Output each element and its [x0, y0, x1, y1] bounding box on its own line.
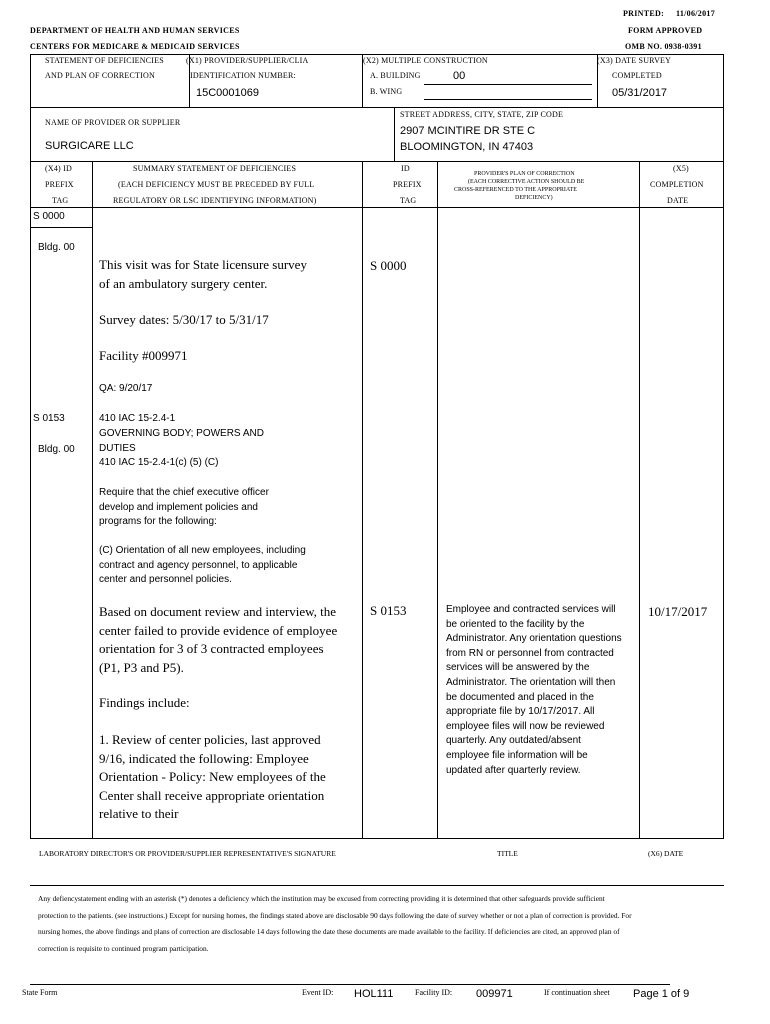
page-number: Page 1 of 9 — [633, 988, 690, 1000]
printed-date: 11/06/2017 — [676, 9, 716, 18]
omb-number: OMB NO. 0938-0391 — [625, 42, 702, 51]
plan-of-correction-label: AND PLAN OF CORRECTION — [45, 71, 155, 80]
summary-subheader-2: REGULATORY OR LSC IDENTIFYING INFORMATION) — [113, 196, 317, 205]
summary-header: SUMMARY STATEMENT OF DEFICIENCIES — [133, 164, 297, 173]
facility-number: Facility #009971 — [99, 348, 188, 363]
centers-name: CENTERS FOR MEDICARE & MEDICAID SERVICES — [30, 42, 240, 51]
building-value: 00 — [453, 70, 466, 82]
qa-date: QA: 9/20/17 — [99, 383, 153, 394]
intro-text: This visit was for State licensure survey of an ambulatory surgery center. — [99, 257, 307, 291]
completion-label: COMPLETION — [650, 180, 704, 189]
title-label: TITLE — [497, 849, 518, 858]
address-line-1: 2907 MCINTIRE DR STE C — [400, 125, 536, 137]
provider-name: SURGICARE LLC — [45, 140, 134, 152]
x5-label: (X5) — [673, 164, 689, 173]
plan-subheader-2: CROSS-REFERENCED TO THE APPROPRIATE — [454, 187, 577, 193]
event-id: HOL111 — [354, 988, 394, 1000]
survey-dates: Survey dates: 5/30/17 to 5/31/17 — [99, 312, 269, 327]
requirement-text: Require that the chief executive officer develop and implement policies and programs for the following: — [99, 487, 269, 527]
finding-summary: Based on document review and interview, the center failed to provide evidence of employee orientation for 3 of 3 contracted employees (P1, P3 and P5). — [99, 604, 338, 675]
signature-label: LABORATORY DIRECTOR'S OR PROVIDER/SUPPLIER REPRESENTATIVE'S SIGNATURE — [39, 849, 336, 858]
id-tag-s0153: S 0153 — [370, 603, 407, 618]
identification-number-label: IDENTIFICATION NUMBER: — [190, 71, 296, 80]
id-tag-label: TAG — [400, 196, 417, 205]
x4-tag-label: TAG — [52, 196, 69, 205]
regulation-subsection: 410 IAC 15-2.4-1(c) (5) (C) — [99, 457, 219, 468]
x4-label: (X4) ID — [45, 164, 72, 173]
clia-number: 15C0001069 — [196, 87, 260, 99]
completion-date: 10/17/2017 — [648, 604, 708, 619]
plan-header: PROVIDER'S PLAN OF CORRECTION — [474, 171, 575, 177]
department-name: DEPARTMENT OF HEALTH AND HUMAN SERVICES — [30, 26, 240, 35]
x6-date-label: (X6) DATE — [648, 849, 684, 858]
summary-subheader: (EACH DEFICIENCY MUST BE PRECEDED BY FULL — [118, 180, 315, 189]
orientation-text: (C) Orientation of all new employees, including contract and agency personnel, to applicable center and personnel policies. — [99, 545, 306, 585]
wing-label: B. WING — [370, 87, 403, 96]
id-prefix-label: PREFIX — [393, 180, 422, 189]
policy-review-text: 1. Review of center policies, last approved 9/16, indicated the following: Employee Orientation - Policy: New employees of the Center shall receive appropriate orientation relative to their — [99, 732, 326, 821]
regulation-code: 410 IAC 15-2.4-1 — [99, 413, 176, 424]
event-id-label: Event ID: — [302, 988, 334, 997]
statement-label: STATEMENT OF DEFICIENCIES — [45, 56, 164, 65]
state-form-label: State Form — [22, 988, 58, 997]
continuation-label: If continuation sheet — [544, 988, 610, 997]
plan-subheader-3: DEFICIENCY) — [515, 195, 553, 201]
completed-label: COMPLETED — [612, 71, 662, 80]
plan-of-correction: Employee and contracted services will be oriented to the facility by the Administrator. Any orientation questions from RN or personnel from contracted services will be answered by the Administrator. The orientation will then be documented and placed in the appropriate file by 10/17/2017. All employee files will now be reviewed quarterly. Any outdated/absent employee file information will be updated after quarterly review. — [446, 604, 622, 776]
plan-subheader-1: (EACH CORRECTIVE ACTION SHOULD BE — [468, 179, 585, 185]
regulation-title: GOVERNING BODY; POWERS AND DUTIES — [99, 428, 264, 454]
x1-label: (X1) PROVIDER/SUPPLIER/CLIA — [186, 56, 309, 65]
bldg-label: Bldg. 00 — [38, 242, 75, 253]
address-line-2: BLOOMINGTON, IN 47403 — [400, 141, 534, 153]
printed-label: PRINTED: — [623, 9, 665, 18]
survey-date: 05/31/2017 — [612, 87, 668, 99]
facility-id: 009971 — [476, 988, 513, 1000]
x3-label: (X3) DATE SURVEY — [597, 56, 672, 65]
x2-label: (X2) MULTIPLE CONSTRUCTION — [363, 56, 488, 65]
disclosure-footnote: Any defiencystatement ending with an asterisk (*) denotes a deficiency which the institution may be excused from correcting providing it is determined that other safeguards provide sufficient protection to the patients. (see instructions.) Except for nursing homes, the findings stated above are disclosable 90 days following the date of survey whether or not a plan of correction is provided. For nursing homes, the above findings and plans of correction are disclosable 14 days following the date these documents are made available to the facility. If deficiencies are cited, an approved plan of correction is requisite to continued program participation. — [38, 894, 632, 953]
id-label: ID — [401, 164, 410, 173]
facility-id-label: Facility ID: — [415, 988, 453, 997]
tag-s0153: S 0153 — [33, 413, 65, 424]
provider-name-label: NAME OF PROVIDER OR SUPPLIER — [45, 118, 181, 127]
bldg-label-2: Bldg. 00 — [38, 444, 75, 455]
tag-s0000: S 0000 — [33, 211, 65, 222]
findings-include: Findings include: — [99, 695, 190, 710]
id-tag-s0000: S 0000 — [370, 258, 407, 273]
x4-prefix-label: PREFIX — [45, 180, 74, 189]
completion-date-label: DATE — [667, 196, 689, 205]
form-approved: FORM APPROVED — [628, 26, 703, 35]
address-label: STREET ADDRESS, CITY, STATE, ZIP CODE — [400, 110, 564, 119]
building-label: A. BUILDING — [370, 71, 421, 80]
